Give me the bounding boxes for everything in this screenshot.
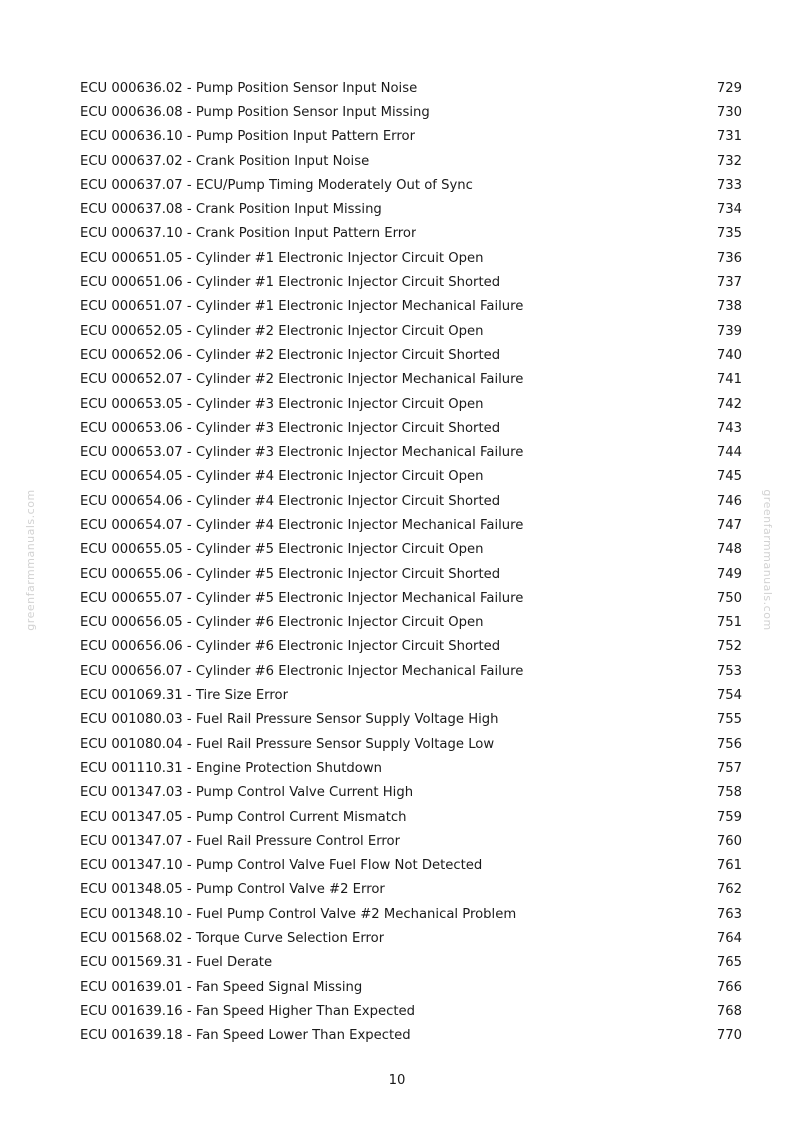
toc-entry-title: ECU 000651.05 - Cylinder #1 Electronic Injector Circuit Open (80, 250, 484, 266)
toc-entry-title: ECU 000654.06 - Cylinder #4 Electronic Injector Circuit Shorted (80, 493, 501, 509)
toc-entry-title: ECU 000637.07 - ECU/Pump Timing Moderately Out of Sync (80, 177, 473, 193)
toc-entry-title: ECU 001639.01 - Fan Speed Signal Missing (80, 979, 363, 995)
toc-entry-page: 764 (716, 931, 742, 947)
toc-entry-page: 751 (716, 615, 742, 631)
toc-entry-page: 770 (716, 1028, 742, 1044)
toc-entry[interactable] (80, 222, 742, 246)
toc-entry[interactable] (80, 708, 742, 732)
toc-entry-page: 745 (716, 469, 742, 485)
toc-entry[interactable] (80, 125, 742, 149)
toc-entry-title: ECU 001639.18 - Fan Speed Lower Than Expected (80, 1028, 411, 1044)
toc-entry-title: ECU 000637.02 - Crank Position Input Noise (80, 153, 370, 169)
toc-entry[interactable] (80, 343, 742, 367)
toc-entry-title: ECU 000651.06 - Cylinder #1 Electronic Injector Circuit Shorted (80, 275, 501, 291)
toc-entry[interactable] (80, 562, 742, 586)
toc-entry-title: ECU 000652.06 - Cylinder #2 Electronic Injector Circuit Shorted (80, 347, 501, 363)
toc-entry-title: ECU 000637.10 - Crank Position Input Pattern Error (80, 226, 417, 242)
toc-entry[interactable] (80, 440, 742, 464)
table-of-contents (80, 76, 742, 1048)
toc-entry-page: 748 (716, 542, 742, 558)
toc-entry-title: ECU 001348.10 - Fuel Pump Control Valve #2 Mechanical Problem (80, 906, 517, 922)
toc-entry[interactable] (80, 805, 742, 829)
toc-entry[interactable] (80, 489, 742, 513)
toc-entry-title: ECU 000637.08 - Crank Position Input Missing (80, 202, 382, 218)
toc-entry-page: 755 (716, 712, 742, 728)
toc-entry-page: 744 (716, 445, 742, 461)
toc-entry-title: ECU 000655.05 - Cylinder #5 Electronic Injector Circuit Open (80, 542, 484, 558)
toc-entry-title: ECU 000654.05 - Cylinder #4 Electronic Injector Circuit Open (80, 469, 484, 485)
toc-entry-page: 736 (716, 250, 742, 266)
toc-entry[interactable] (80, 926, 742, 950)
toc-entry-title: ECU 000653.07 - Cylinder #3 Electronic Injector Mechanical Failure (80, 445, 524, 461)
toc-entry-title: ECU 000652.05 - Cylinder #2 Electronic Injector Circuit Open (80, 323, 484, 339)
watermark-right: greenfarmmanuals.com (761, 489, 774, 631)
toc-entry-title: ECU 001347.03 - Pump Control Valve Current High (80, 785, 414, 801)
toc-entry-title: ECU 001568.02 - Torque Curve Selection Error (80, 931, 385, 947)
toc-entry-page: 735 (716, 226, 742, 242)
toc-entry[interactable] (80, 756, 742, 780)
toc-entry-page: 746 (716, 493, 742, 509)
toc-entry-page: 743 (716, 420, 742, 436)
toc-entry-title: ECU 001080.03 - Fuel Rail Pressure Sensor Supply Voltage High (80, 712, 499, 728)
toc-entry-page: 730 (716, 104, 742, 120)
toc-entry-page: 732 (716, 153, 742, 169)
toc-entry[interactable] (80, 683, 742, 707)
toc-entry-page: 760 (716, 833, 742, 849)
toc-entry-page: 768 (716, 1003, 742, 1019)
toc-entry[interactable] (80, 975, 742, 999)
page-number: 10 (388, 1073, 406, 1088)
toc-entry-title: ECU 000651.07 - Cylinder #1 Electronic Injector Mechanical Failure (80, 299, 524, 315)
toc-entry-title: ECU 000654.07 - Cylinder #4 Electronic Injector Mechanical Failure (80, 517, 524, 533)
toc-entry-page: 762 (716, 882, 742, 898)
toc-entry[interactable] (80, 854, 742, 878)
toc-entry-title: ECU 001347.10 - Pump Control Valve Fuel Flow Not Detected (80, 858, 483, 874)
toc-entry-page: 734 (716, 202, 742, 218)
toc-entry-title: ECU 001347.07 - Fuel Rail Pressure Control Error (80, 833, 401, 849)
toc-entry-page: 739 (716, 323, 742, 339)
toc-entry-page: 750 (716, 590, 742, 606)
toc-entry-page: 761 (716, 858, 742, 874)
toc-entry-title: ECU 000636.02 - Pump Position Sensor Input Noise (80, 80, 418, 96)
toc-entry[interactable] (80, 538, 742, 562)
toc-entry-page: 759 (716, 809, 742, 825)
toc-entry[interactable] (80, 295, 742, 319)
toc-entry-page: 729 (716, 80, 742, 96)
toc-entry[interactable] (80, 173, 742, 197)
toc-entry[interactable] (80, 76, 742, 100)
toc-entry[interactable] (80, 100, 742, 124)
toc-entry[interactable] (80, 586, 742, 610)
toc-entry[interactable] (80, 951, 742, 975)
toc-entry[interactable] (80, 999, 742, 1023)
toc-entry-page: 754 (716, 688, 742, 704)
toc-entry-page: 747 (716, 517, 742, 533)
toc-entry[interactable] (80, 246, 742, 270)
toc-entry-page: 757 (716, 760, 742, 776)
toc-entry[interactable] (80, 416, 742, 440)
toc-entry-page: 763 (716, 906, 742, 922)
toc-entry[interactable] (80, 781, 742, 805)
toc-entry-title: ECU 001569.31 - Fuel Derate (80, 955, 273, 971)
toc-entry[interactable] (80, 902, 742, 926)
toc-entry[interactable] (80, 1024, 742, 1048)
toc-entry-page: 738 (716, 299, 742, 315)
toc-entry[interactable] (80, 659, 742, 683)
toc-entry[interactable] (80, 270, 742, 294)
toc-entry-page: 740 (716, 347, 742, 363)
toc-entry-page: 752 (716, 639, 742, 655)
toc-entry-page: 749 (716, 566, 742, 582)
toc-entry[interactable] (80, 635, 742, 659)
toc-entry[interactable] (80, 513, 742, 537)
toc-entry-page: 766 (716, 979, 742, 995)
toc-entry[interactable] (80, 878, 742, 902)
toc-entry-title: ECU 000655.06 - Cylinder #5 Electronic Injector Circuit Shorted (80, 566, 501, 582)
toc-entry-title: ECU 000655.07 - Cylinder #5 Electronic Injector Mechanical Failure (80, 590, 524, 606)
toc-entry-title: ECU 001348.05 - Pump Control Valve #2 Error (80, 882, 385, 898)
toc-entry-title: ECU 000636.10 - Pump Position Input Pattern Error (80, 129, 415, 145)
toc-entry-title: ECU 000653.06 - Cylinder #3 Electronic Injector Circuit Shorted (80, 420, 501, 436)
toc-entry-page: 756 (716, 736, 742, 752)
toc-entry-title: ECU 000656.06 - Cylinder #6 Electronic Injector Circuit Shorted (80, 639, 501, 655)
toc-entry-page: 741 (716, 372, 742, 388)
toc-entry-page: 753 (716, 663, 742, 679)
toc-entry-title: ECU 000653.05 - Cylinder #3 Electronic Injector Circuit Open (80, 396, 484, 412)
toc-entry[interactable] (80, 392, 742, 416)
toc-entry-page: 733 (716, 177, 742, 193)
toc-entry-page: 731 (716, 129, 742, 145)
watermark-left: greenfarmmanuals.com (24, 489, 37, 631)
toc-entry[interactable] (80, 319, 742, 343)
toc-entry-page: 765 (716, 955, 742, 971)
toc-entry-title: ECU 000656.05 - Cylinder #6 Electronic Injector Circuit Open (80, 615, 484, 631)
toc-entry-title: ECU 001069.31 - Tire Size Error (80, 688, 288, 704)
toc-entry-page: 758 (716, 785, 742, 801)
toc-entry-title: ECU 001110.31 - Engine Protection Shutdown (80, 760, 382, 776)
toc-entry[interactable] (80, 611, 742, 635)
toc-entry-page: 737 (716, 275, 742, 291)
toc-entry[interactable] (80, 368, 742, 392)
toc-entry-page: 742 (716, 396, 742, 412)
toc-entry[interactable] (80, 197, 742, 221)
toc-entry[interactable] (80, 149, 742, 173)
toc-entry[interactable] (80, 829, 742, 853)
toc-entry-title: ECU 001347.05 - Pump Control Current Mismatch (80, 809, 407, 825)
toc-entry-title: ECU 001639.16 - Fan Speed Higher Than Expected (80, 1003, 415, 1019)
toc-entry[interactable] (80, 465, 742, 489)
toc-entry-title: ECU 000656.07 - Cylinder #6 Electronic Injector Mechanical Failure (80, 663, 524, 679)
toc-entry-title: ECU 000652.07 - Cylinder #2 Electronic Injector Mechanical Failure (80, 372, 524, 388)
toc-entry-title: ECU 001080.04 - Fuel Rail Pressure Sensor Supply Voltage Low (80, 736, 495, 752)
toc-entry-title: ECU 000636.08 - Pump Position Sensor Input Missing (80, 104, 430, 120)
toc-entry[interactable] (80, 732, 742, 756)
